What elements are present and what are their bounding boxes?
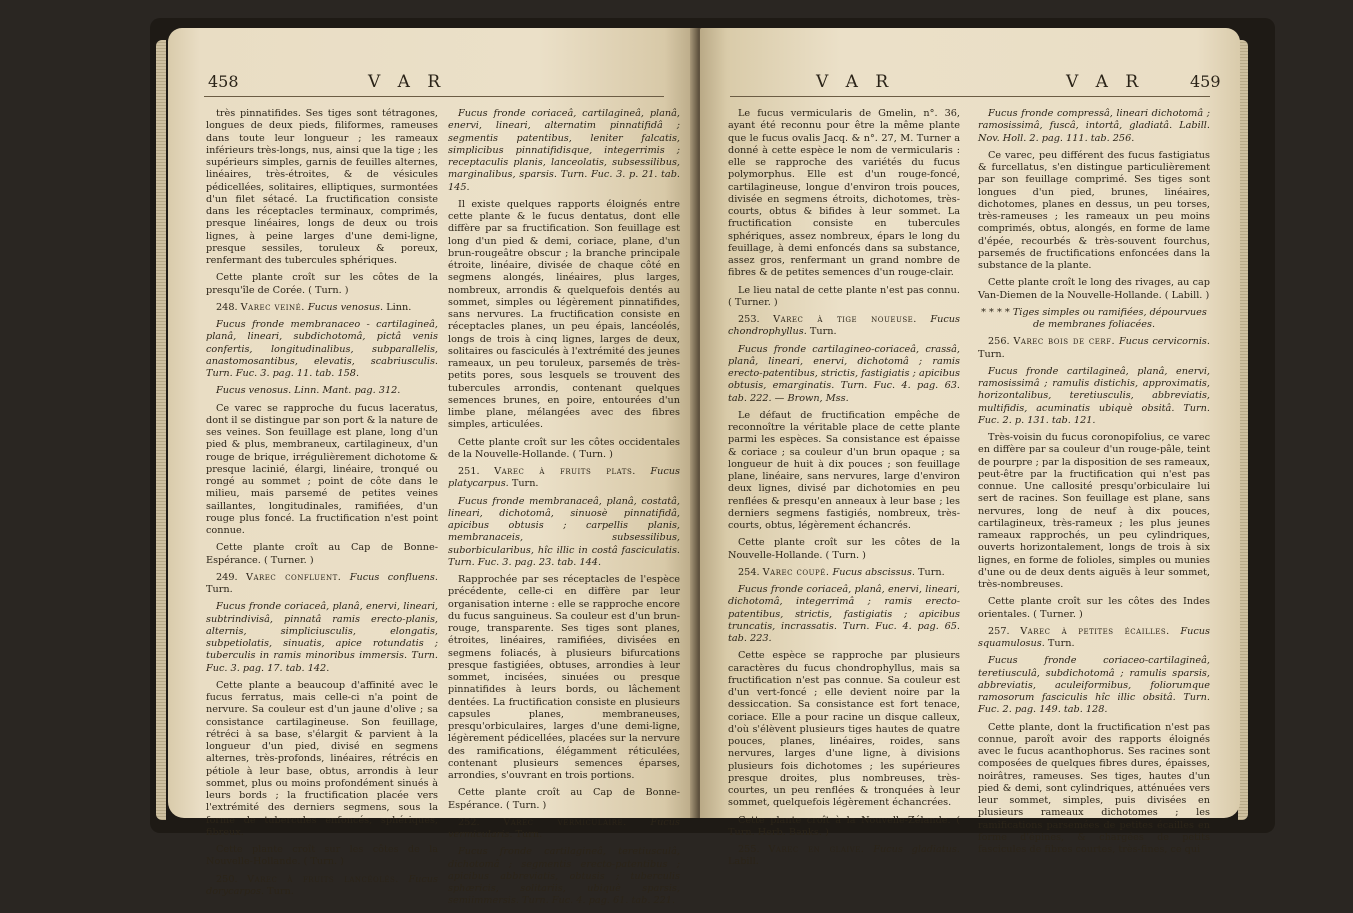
entry-common-name: Varec à petites écailles.	[1020, 625, 1170, 637]
entry-common-name: Varec à fruits lancéolés.	[247, 873, 399, 885]
entry-latin-name: Fucus confluens.	[349, 571, 438, 583]
entry-common-name: Varec en glaive.	[768, 844, 865, 855]
latin-diagnosis: Fucus fronde cartilagineâ, planâ, enervi, ramosissimâ ; ramulis distichis, approximatis, horizontalibus, teretiusculis, abbreviatis, multifidis, acuminatis ubiquè obsitâ. Turn. Fuc. 2. p. 131. tab. 121.	[978, 365, 1210, 426]
entry-latin-name: Fucus squamulosus.	[978, 625, 1210, 649]
body-paragraph: Cette plante croît sur les côtes des Indes orientales. ( Turner. )	[978, 596, 1210, 620]
entry-latin-name: Fucus cervicornis.	[1118, 336, 1210, 348]
latin-diagnosis: Fucus fronde coriaceo-cartilagineâ, teretiusculâ, subdichotomâ ; ramulis sparsis, abbreviatis, aculeiformibus, foliorumque ramosorum fasciculis hîc illic obsitâ. Turn. Fuc. 2. pag. 149. tab. 128.	[978, 655, 1210, 716]
entry-number: 249.	[216, 571, 238, 583]
body-paragraph: Cette plante croît sur les côtes de la Nouvelle-Hollande. ( Turn. )	[206, 844, 438, 868]
entry-authority: Turn.	[1047, 638, 1075, 649]
entry-authority: Labill.	[728, 856, 759, 868]
body-paragraph: Cette plante croît sur les côtes occidentales de la Nouvelle-Hollande. ( Turn. )	[448, 436, 680, 460]
body-paragraph: Cette plante croît sur les côtes de la Nouvelle-Hollande. ( Turn. )	[728, 537, 960, 561]
entry-common-name: Varec veiné.	[240, 301, 305, 313]
body-paragraph: Rapprochée par ses réceptacles de l'espèce précédente, celle-ci en diffère par leur organisation interne : elle se rapproche encore du fucus sanguineus. Sa couleur est d'un brun-rouge, transparente. Ses tiges sont planes, étroites, linéaires, ramifiées, divisées en segmens foliacés, à plusieurs bifurcations presque fastigiées, obtuses, arrondies à leur sommet, incisées, sinuées ou presque pinnatifides à leurs bords, ou lâchement dentées. La fructification consiste en plusieurs capsules planes, membraneuses, presqu'orbiculaires, larges d'une demi-ligne, légèrement pédicellées, placées sur la nervure des ramifications, élégamment réticulées, contenant plusieurs semences éparses, arrondies, s'ouvrant en trois portions.	[448, 574, 680, 781]
body-paragraph: Cette plante croît au Cap de Bonne-Espérance. ( Turner. )	[206, 542, 438, 566]
entry-authority: Turn.	[918, 566, 945, 578]
body-paragraph: Cette plante a beaucoup d'affinité avec le fucus ferratus, mais celle-ci n'a point de nervure. Sa couleur est d'un jaune d'olive ; sa consistance cartilagineuse. Son feuillage, rétréci à sa base, s'élargit & parvient à la longueur d'un pied, divisé en segmens alternes, très-profonds, linéaires, rétrécis en pétiole à leur base, obtus, arrondis à leur sommet, plus ou moins profondément sinués à leurs bords ; la fructification placée vers l'extrémité des derniers segmens, sous la forme de tubercules enfoncés, sphériques, fibreux.	[206, 679, 438, 838]
header-rule	[204, 96, 664, 97]
text-column-1	[206, 108, 438, 903]
page-edges-left	[156, 40, 166, 820]
species-entry-heading	[978, 626, 1210, 651]
section-heading: * * * * Tiges simples ou ramifiées, dépourvues de membranes foliacées.	[981, 306, 1207, 330]
body-paragraph: Cette plante, dont la fructification n'est pas connue, paroît avoir des rapports éloignés avec le fucus acanthophorus. Ses racines sont composées de quelques fibres dures, épaisses, noirâtres, rameuses. Ses tiges, hautes d'un pied & demi, sont cylindriques, atténuées vers leur sommet, simples, puis divisées en plusieurs rameaux dichotomes ; les ramifications parsemées de petites écailles en forme d'épines, & chargées de petits fascicules de fibres courtes, très-fines, ce qui	[978, 721, 1210, 855]
entry-latin-name: Fucus venosus.	[307, 301, 384, 313]
page-number: 459	[1190, 72, 1221, 91]
body-paragraph: Ce varec se rapproche du fucus laceratus, dont il se distingue par son port & la nature de ses veines. Son feuillage est plane, long d'un pied & plus, membraneux, cartilagineux, d'un rouge de brique, irrégulièrement dichotome & presque lacinié, élargi, linéaire, tronqué ou rongé au sommet ; point de côte dans le milieu, mais parsemé de petites veines saillantes, longitudinales, ramifiées, d'un rouge plus foncé. La fructification n'est point connue.	[206, 402, 438, 536]
entry-common-name: Varec vermiculaire.	[503, 816, 627, 828]
right-page	[700, 28, 1240, 868]
entry-number: 254.	[738, 566, 760, 578]
species-entry-heading	[448, 817, 680, 842]
entry-authority: Turn.	[978, 348, 1005, 360]
species-entry-heading	[728, 844, 960, 869]
entry-latin-name: Fucus abscissus.	[832, 566, 915, 578]
latin-diagnosis: Fucus fronde coriaceâ, cartilagineâ, planâ, enervi, lineari, alternatim pinnatifidâ ; segmentis patentibus, leniter falcatis, simplicibus pinnatifidisque, integerrimis ; receptaculis planis, lanceolatis, subsessilibus, marginalibus, sparsis. Turn. Fuc. 3. p. 21. tab. 145.	[448, 108, 680, 193]
species-entry-heading	[728, 314, 960, 339]
body-paragraph: très pinnatifides. Ses tiges sont tétragones, longues de deux pieds, filiformes, rameuses dans toute leur longueur ; les rameaux inférieurs très-longs, nus, ainsi que la tige ; les supérieurs simples, garnis de feuilles alternes, linéaires, très-étroites, & de vésicules pédicellées, solitaires, elliptiques, surmontées d'un filet sétacé. La fructification consiste dans les réceptacles terminaux, comprimés, presque linéaires, longs de deux ou trois lignes, à peine larges d'une demi-ligne, presque sessiles, toruleux & poreux, renfermant des tubercules sphériques.	[206, 108, 438, 266]
entry-common-name: Varec confluent.	[245, 571, 342, 583]
header-rule	[730, 96, 1210, 97]
text-column-2	[448, 108, 680, 913]
body-paragraph: Cette plante croît à la Nouvelle-Zélande. ( Turn. Herb. Banks. )	[728, 814, 960, 838]
entry-number: 255.	[738, 844, 760, 855]
entry-authority: Turn.	[809, 326, 837, 338]
latin-diagnosis: Fucus fronde coriaceâ, planâ, enervi, lineari, dichotomâ, integerrimâ ; ramis erecto-patentibus, strictis, fastigiatis ; apicibus truncatis, incrassatis. Turn. Fuc. 4. pag. 65. tab. 223.	[728, 584, 960, 644]
body-paragraph: Très-voisin du fucus coronopifolius, ce varec en diffère par sa couleur d'un rouge-pâle, teint de pourpre ; par la disposition de ses rameaux, peut-être par la fructification qui n'est pas connue. Une callosité presqu'orbiculaire lui sert de racines. Son feuillage est plane, sans nervures, long de neuf à dix pouces, cartilagineux, très-rameux ; les plus jeunes rameaux rapprochés, un peu cylindriques, ouverts horizontalement, longs de trois à six lignes, en forme de folioles, simples ou munies d'une ou de deux dents aiguës à leur sommet, très-nombreuses.	[978, 432, 1210, 590]
latin-diagnosis: Fucus fronde coriaceâ, planâ, enervi, lineari, subtrindivisâ, pinnatâ ramis erecto-planis, alternis, simpliciusculis, elongatis, subpetiolatis, sinuatis, apice rotundatis ; tuberculis in ramis minoribus immersis. Turn. Fuc. 3. pag. 17. tab. 142.	[206, 601, 438, 674]
entry-number: 251.	[458, 466, 480, 477]
body-paragraph: Cette plante croît le long des rivages, au cap Van-Diemen de la Nouvelle-Hollande. ( Labill. )	[978, 277, 1210, 301]
body-paragraph: Le défaut de fructification empêche de reconnoître la véritable place de cette plante parmi les espèces. Sa consistance est épaisse & coriace ; sa couleur d'un brun opaque ; sa longueur de huit à dix pouces ; son feuillage plane, linéaire, sans nervures, large d'environ deux lignes, divisé par dichotomies en peu renflées & presqu'en anneaux à leur base ; les derniers segmens fastigiés, nombreux, très-courts, obtus, légèrement échancrés.	[728, 409, 960, 531]
entry-number: 253.	[738, 314, 760, 325]
running-head: V A R	[368, 72, 447, 92]
body-paragraph: Le lieu natal de cette plante n'est pas connu. ( Turner. )	[728, 284, 960, 308]
entry-number: 257.	[988, 625, 1010, 637]
species-entry-heading	[206, 572, 438, 597]
entry-common-name: Varec coupé.	[762, 566, 830, 578]
latin-diagnosis: Fucus fronde compressâ, lineari dichotomâ ; ramosissimâ, fuscâ, intortâ, gladiatâ. Labill. Nov. Holl. 2. pag. 111. tab. 256.	[978, 108, 1210, 144]
page-number: 458	[208, 72, 239, 91]
body-paragraph: Ce varec, peu différent des fucus fastigiatus & furcellatus, s'en distingue particulièrement par son feuillage comprimé. Ses tiges sont longues d'un pied, brunes, linéaires, dichotomes, planes en dessus, un peu torses, très-rameuses ; les rameaux un peu moins comprimés, obtus, alongés, en forme de lame d'épée, recourbés & très-souvent fourchus, parsemés de fructifications enfoncées dans la substance de la plante.	[978, 149, 1210, 271]
entry-common-name: Varec à fruits plats.	[494, 466, 636, 477]
entry-common-name: Varec à tige noueuse.	[773, 314, 917, 325]
entry-authority: Turn.	[267, 885, 294, 897]
entry-authority: Linn.	[386, 301, 412, 313]
running-head: V A R	[816, 72, 895, 92]
body-paragraph: Cette plante croît au Cap de Bonne-Espérance. ( Turn. )	[448, 787, 680, 811]
running-head: V A R	[1066, 72, 1145, 92]
entry-latin-name: Fucus chondrophyllus.	[728, 314, 960, 338]
entry-authority: Turn.	[511, 478, 539, 490]
entry-authority: Turn.	[515, 829, 543, 840]
entry-latin-name: Fucus vermicularis.	[448, 816, 680, 840]
entry-latin-name: Fucus gladiatus.	[873, 844, 960, 855]
body-paragraph: Cette plante croît sur les côtes de la presqu'île de Corée. ( Turn. )	[206, 272, 438, 296]
species-entry-heading	[448, 466, 680, 491]
text-column-2	[978, 108, 1210, 861]
left-page	[168, 28, 696, 907]
entry-number: 256.	[988, 336, 1010, 348]
species-entry-heading	[206, 302, 438, 314]
entry-number: 252.	[458, 816, 480, 828]
latin-diagnosis: Fucus venosus. Linn. Mant. pag. 312.	[216, 385, 401, 397]
body-paragraph: Cette espèce se rapproche par plusieurs caractères du fucus chondrophyllus, mais sa fructification n'est pas connue. Sa couleur est d'un vert-foncé ; elle devient noire par la dessiccation. Sa consistance est fort tenace, coriace. Elle a pour racine un disque calleux, d'où s'élèvent plusieurs tiges hautes de quatre pouces, planes, linéaires, roides, sans nervures, larges d'une ligne, à divisions plusieurs fois dichotomes ; les supérieures presque droites, plus nombreuses, très-courtes, un peu renflées & tronquées à leur sommet, quelquefois légèrement échancrées.	[728, 650, 960, 809]
latin-diagnosis: Fucus fronde membranaceo - cartilagineâ, planâ, lineari, subdichotomâ, pictâ venis confertis, longitudinalibus, subparallelis, anastomosantibus, elevatis, scabriusculis. Turn. Fuc. 3. pag. 11. tab. 158.	[206, 319, 438, 379]
entry-latin-name: Fucus dorycarpos.	[206, 873, 438, 897]
latin-diagnosis: Fucus fronde membranaceâ, planâ, costatâ, lineari, dichotomâ, sinuosè pinnatifidâ, apicibus obtusis ; carpellis planis, membranaceis, subsessilibus, suborbicularibus, hîc illic in costâ fasciculatis. Turn. Fuc. 3. pag. 23. tab. 144.	[448, 495, 680, 568]
entry-number: 250.	[216, 873, 238, 885]
latin-diagnosis: Fucus fronde cartilagineâ, teretiusculâ, dichotomâ ; segmentis erecto-patentibus ; apicibus abbreviatis, obtusis ; tuberculis sphæricis, solitariis, ubiquè sparsis, semiimmersis. Turn. Fuc. 4. pag. 61. tab. 221.	[448, 846, 680, 907]
species-entry-heading	[978, 336, 1210, 361]
entry-number: 248.	[216, 301, 238, 313]
species-entry-heading	[206, 874, 438, 899]
species-entry-heading	[728, 567, 960, 579]
body-paragraph: Le fucus vermicularis de Gmelin, n°. 36, ayant été reconnu pour être la même plante que le fucus ovalis Jacq. & n°. 27, M. Turner a donné à cette espèce le nom de vermicularis : elle se rapproche des variétés du fucus polymorphus. Elle est d'un rouge-foncé, cartilagineuse, longue d'environ trois pouces, divisée en segmens étroits, dichotomes, très-courts, obtus & bifides à leur sommet. La fructification consiste en tubercules sphériques, assez nombreux, épars le long du feuillage, à demi enfoncés dans sa substance, assez gros, renfermant un grand nombre de fibres & de petites semences d'un rouge-clair.	[728, 108, 960, 279]
body-paragraph: Il existe quelques rapports éloignés entre cette plante & le fucus dentatus, dont elle diffère par sa fructification. Son feuillage est long d'un pied & demi, coriace, plane, d'un brun-rougeâtre obscur ; la branche principale étroite, linéaire, divisée de chaque côté en segmens alongés, linéaires, plus larges, nombreux, arrondis & quelquefois dentés au sommet, simples ou légèrement pinnatifides, sans nervures. La fructification consiste en réceptacles planes, un peu épais, lancéolés, longs de trois à cinq lignes, larges de deux, solitaires ou fasciculés à l'extrémité des jeunes rameaux, un peu toruleux, parsemés de très-petits pores, sous lesquels se trouvent des tubercules arrondis, contenant quelques semences brunes, en poire, entourées d'un limbe plane, mélangées avec des fibres simples, articulées.	[448, 198, 680, 431]
entry-authority: Turn.	[206, 584, 233, 595]
latin-diagnosis: Fucus fronde cartilagineo-coriaceâ, crassâ, planâ, lineari, enervi, dichotomâ ; ramis erecto-patentibus, strictis, fastigiatis ; apicibus obtusis, emarginatis. Turn. Fuc. 4. pag. 63. tab. 222. — Brown, Mss.	[728, 343, 960, 404]
text-column-1	[728, 108, 960, 874]
entry-common-name: Varec bois de cerf.	[1013, 336, 1116, 348]
entry-latin-name: Fucus platycarpus.	[448, 466, 680, 490]
